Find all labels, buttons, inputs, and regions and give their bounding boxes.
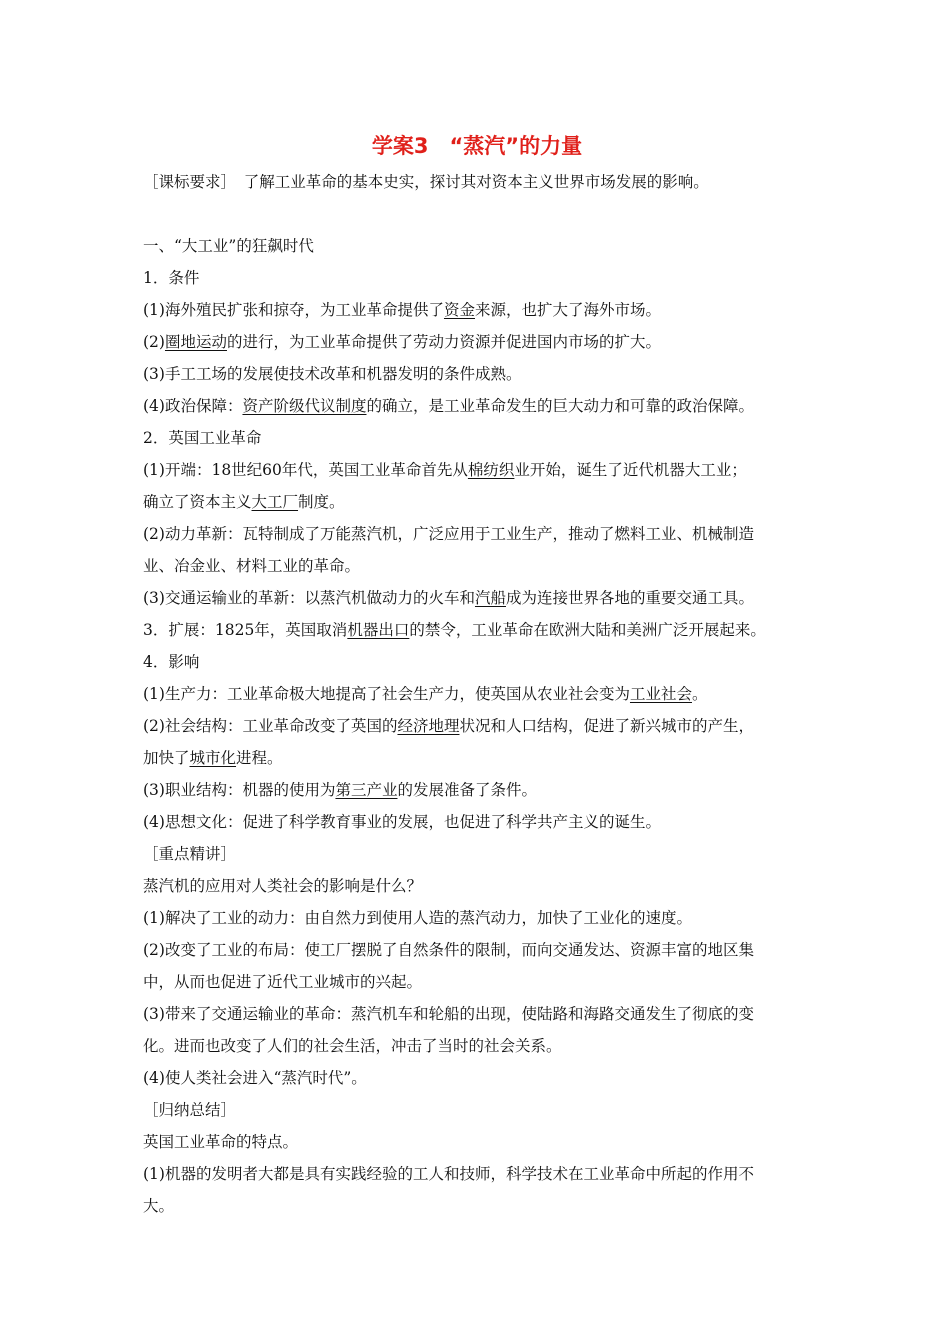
page-title: 学案3 “蒸汽”的力量 [371,134,583,158]
key-point-3: (3)带来了交通运输业的革命：蒸汽机车和轮船的出现，使陆路和海路交通发生了彻底的变 [143,1005,754,1023]
condition-2: (2)圈地运动的进行，为工业革命提供了劳动力资源并促进国内市场的扩大。 [143,333,661,351]
key-point-4: (4)使人类社会进入“蒸汽时代”。 [143,1069,367,1087]
impact-3: (3)职业结构：机器的使用为第三产业的发展准备了条件。 [143,781,537,799]
answer-blank: 大工厂 [251,493,299,511]
condition-3: (3)手工工场的发展使技术改革和机器发明的条件成熟。 [143,365,522,383]
answer-blank: 第三产业 [335,781,398,799]
summary-point-1-cont: 大。 [143,1197,175,1215]
impact-2: (2)社会结构：工业革命改变了英国的经济地理状况和人口结构，促进了新兴城市的产生， [143,717,754,735]
revolution-3: (3)交通运输业的革新：以蒸汽机做动力的火车和汽船成为连接世界各地的重要交通工具。 [143,589,754,607]
spacer [143,198,811,230]
key-point-1: (1)解决了工业的动力：由自然力到使用人造的蒸汽动力，加快了工业化的速度。 [143,909,692,927]
revolution-2: (2)动力革新：瓦特制成了万能蒸汽机，广泛应用于工业生产，推动了燃料工业、机械制造 [143,525,754,543]
section-heading: 一、“大工业”的狂飙时代 [143,237,314,255]
key-point-3-cont: 化。进而也改变了人们的社会生活，冲击了当时的社会关系。 [143,1037,562,1055]
subheading-conditions: 1．条件 [143,269,200,287]
key-question: 蒸汽机的应用对人类社会的影响是什么？ [143,877,423,895]
subheading-impact: 4．影响 [143,653,200,671]
answer-blank: 城市化 [189,749,237,767]
answer-blank: 机器出口 [347,621,410,639]
summary-point-1: (1)机器的发明者大都是具有实践经验的工人和技师，科学技术在工业革命中所起的作用不 [143,1165,754,1183]
key-point-2-cont: 中，从而也促进了近代工业城市的兴起。 [143,973,423,991]
curriculum-requirement: ［课标要求］ 了解工业革命的基本史实，探讨其对资本主义世界市场发展的影响。 [143,173,709,191]
revolution-1: (1)开端：18世纪60年代，英国工业革命首先从棉纺织业开始，诞生了近代机器大工业； [143,461,747,479]
summary-heading: ［归纳总结］ [143,1101,237,1119]
answer-blank: 棉纺织 [467,461,515,479]
document-page [143,126,811,1222]
subheading-british-revolution: 2．英国工业革命 [143,429,262,447]
answer-blank: 工业社会 [629,685,692,703]
answer-blank: 圈地运动 [164,333,227,351]
answer-blank: 汽船 [474,589,506,607]
answer-blank: 资产阶级代议制度 [242,397,367,415]
revolution-1-cont: 确立了资本主义大工厂制度。 [143,493,345,511]
answer-blank: 资金 [443,301,475,319]
condition-1: (1)海外殖民扩张和掠夺，为工业革命提供了资金来源，也扩大了海外市场。 [143,301,661,319]
impact-2-cont: 加快了城市化进程。 [143,749,283,767]
key-points-heading: ［重点精讲］ [143,845,237,863]
summary-question: 英国工业革命的特点。 [143,1133,299,1151]
revolution-2-cont: 业、冶金业、材料工业的革命。 [143,557,361,575]
key-point-2: (2)改变了工业的布局：使工厂摆脱了自然条件的限制，而向交通发达、资源丰富的地区集 [143,941,754,959]
answer-blank: 经济地理 [397,717,460,735]
impact-4: (4)思想文化：促进了科学教育事业的发展，也促进了科学共产主义的诞生。 [143,813,661,831]
subheading-expansion: 3．扩展：1825年，英国取消机器出口的禁令，工业革命在欧洲大陆和美洲广泛开展起来。 [143,621,766,639]
impact-1: (1)生产力：工业革命极大地提高了社会生产力，使英国从农业社会变为工业社会。 [143,685,708,703]
condition-4: (4)政治保障：资产阶级代议制度的确立，是工业革命发生的巨大动力和可靠的政治保障。 [143,397,754,415]
